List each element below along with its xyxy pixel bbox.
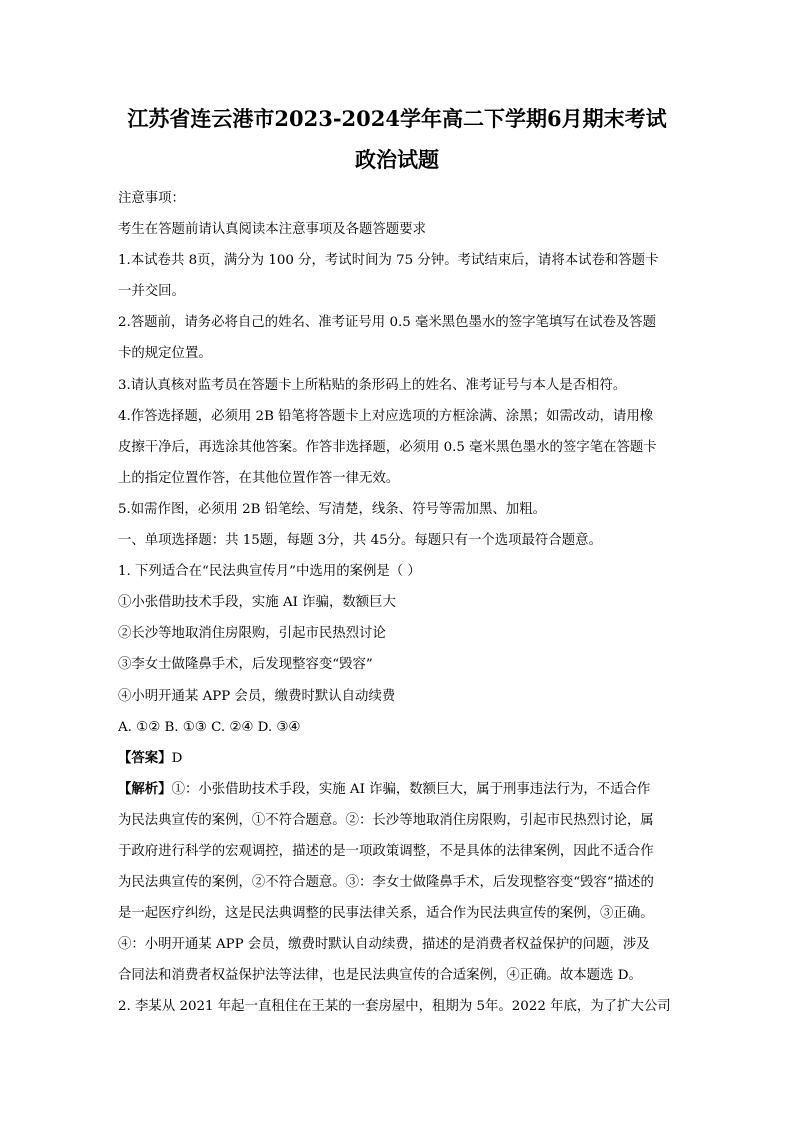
section-heading: 一、单项选择题：共 15题，每题 3分，共 45分。每题只有一个选项最符合题意。 <box>118 533 602 549</box>
answer-label: 【答案】 <box>118 749 172 766</box>
notice-item-3: 3.请认真核对监考员在答题卡上所粘贴的条形码上的姓名、准考证号与本人是否相符。 <box>118 377 627 393</box>
document-title: 江苏省连云港市2023-2024学年高二下学期6月期末考试 <box>127 106 667 131</box>
question-1-option-3: ③李女士做隆鼻手术，后发现整容变“毁容” <box>118 657 373 673</box>
notice-heading: 注意事项： <box>118 191 185 206</box>
notice-item-4-cont: 皮擦干净后，再选涂其他答案。作答非选择题，必须用 0.5 毫米黑色墨水的签字笔在答题卡 <box>118 439 657 455</box>
analysis-label: 【解析】 <box>118 780 172 797</box>
analysis-line-5: 是一起医疗纠纷，这是民法典调整的民事法律关系，适合作为民法典宣传的案例，③正确。 <box>118 906 654 922</box>
analysis-line-1: ①：小张借助技术手段，实施 AI 诈骗，数额巨大，属于刑事违法行为，不适合作 <box>171 781 651 797</box>
notice-item-4-cont-2: 上的指定位置作答，在其他位置作答一律无效。 <box>118 470 400 486</box>
notice-item-5: 5.如需作图，必须用 2B 铅笔绘、写清楚，线条、符号等需加黑、加粗。 <box>118 501 546 517</box>
document-body <box>118 183 680 1023</box>
question-2-stem: 2. 李某从 2021 年起一直租住在王某的一套房屋中，租期为 5年。2022 年底，为了扩大公司 <box>118 999 671 1015</box>
question-1-choices: A. ①② B. ①③ C. ②④ D. ③④ <box>118 719 301 735</box>
notice-item-2: 2.答题前，请务必将自己的姓名、准考证号用 0.5 毫米黑色墨水的签字笔填写在试卷及答题 <box>118 315 657 331</box>
question-1-option-1: ①小张借助技术手段，实施 AI 诈骗，数额巨大 <box>118 595 396 611</box>
analysis-line-4: 为民法典宣传的案例，②不符合题意。③：李女士做隆鼻手术，后发现整容变“毁容”描述的 <box>118 875 654 891</box>
analysis-line-6: ④：小明开通某 APP 会员，缴费时默认自动续费，描述的是消费者权益保护的问题，涉及 <box>118 937 650 953</box>
analysis-line-3: 于政府进行科学的宏观调控，描述的是一项政策调整，不是具体的法律案例，因此不适合作 <box>118 843 654 859</box>
question-1-answer <box>118 743 680 774</box>
question-1-analysis <box>118 774 680 805</box>
answer-value: D <box>171 750 183 766</box>
question-1-stem: 1. 下列适合在“民法典宣传月”中选用的案例是（ ） <box>118 564 421 580</box>
notice-intro: 考生在答题前请认真阅读本注意事项及各题答题要求 <box>118 222 426 238</box>
question-1-option-4: ④小明开通某 APP 会员，缴费时默认自动续费 <box>118 688 396 704</box>
question-1-option-2: ②长沙等地取消住房限购，引起市民热烈讨论 <box>118 626 386 642</box>
notice-item-1: 1.本试卷共 8页，满分为 100 分，考试时间为 75 分钟。考试结束后，请将本试卷和答题卡 <box>118 253 659 269</box>
notice-item-2-cont: 卡的规定位置。 <box>118 346 212 362</box>
notice-item-4: 4.作答选择题，必须用 2B 铅笔将答题卡上对应选项的方框涂满、涂黑；如需改动，请用橡 <box>118 408 654 424</box>
notice-item-1-cont: 一并交回。 <box>118 284 185 300</box>
document-subtitle: 政治试题 <box>355 147 439 172</box>
analysis-line-7: 合同法和消费者权益保护法等法律，也是民法典宣传的合适案例，④正确。故本题选 D。 <box>118 968 642 984</box>
analysis-line-2: 为民法典宣传的案例，①不符合题意。②：长沙等地取消住房限购，引起市民热烈讨论，属 <box>118 812 654 828</box>
